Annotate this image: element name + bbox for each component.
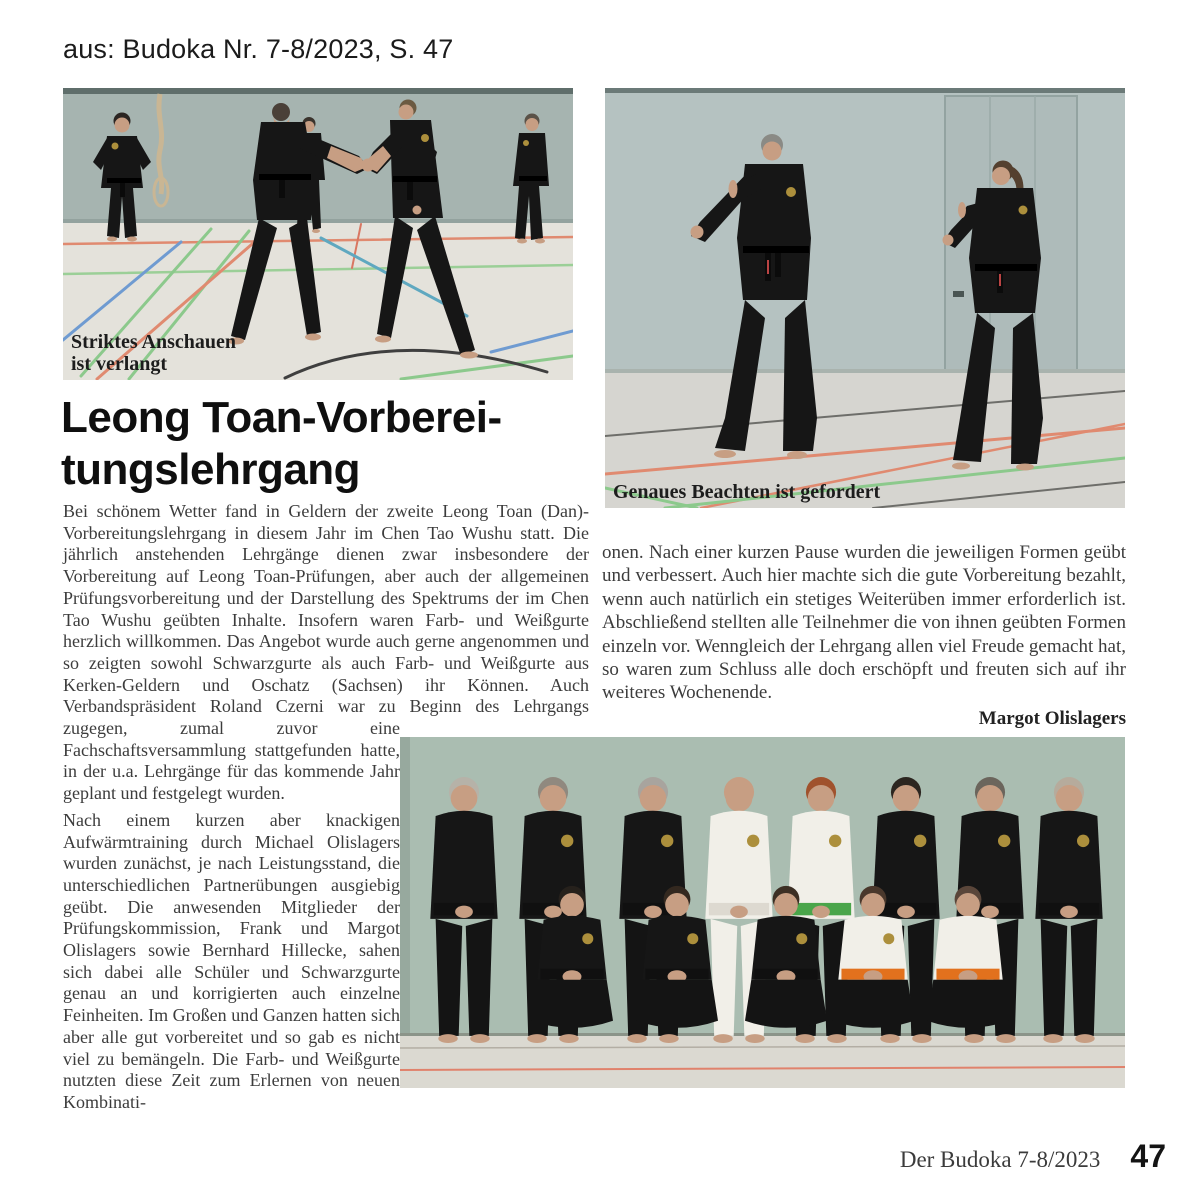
photo-left-caption-line2: ist verlangt <box>71 353 168 375</box>
article-title-line1: Leong Toan-Vorberei- <box>61 393 502 442</box>
article-title-line2: tungslehrgang <box>61 445 361 494</box>
photo-left-caption-line1: Striktes Anschauen <box>71 331 237 353</box>
author-byline: Margot Olislagers <box>978 707 1126 729</box>
training-photo-left <box>63 88 573 380</box>
photo-right-caption: Genaues Beachten ist gefordert <box>613 481 881 503</box>
body-paragraph-3: onen. Nach einer kurzen Pause wurden die jeweiligen Formen geübt und verbessert. Auch hier machte sich die gute Vorbereitung bezahlt, wenn auch natürlich ein stetiges Weiterüben immer erforderlich ist. Abschließend stellten alle Teilnehmer die von ihnen geübten Formen einzeln vor. Wenngleich der Lehrgang allen viel Freude gemacht hat, so waren zum Schluss alle doch erschöpft und freuten sich auf ihr weiteres Wochenende. <box>602 542 1126 704</box>
body-paragraph-1: Bei schönem Wetter fand in Geldern der zweite Leong Toan (Dan)-Vorbereitungslehrgang in diesem Jahr im Chen Tao Wushu statt. Die jährlich anstehenden Lehrgänge dienen zwar insbesondere der Vorbereitung auf Leong Toan-Prüfungen, aber auch der allgemeinen Prüfungsvorbereitung und der Darstellung des Spektrums der im Chen Tao Wushu geübten Inhalte. Insofern waren Farb- und Weißgurte herzlich willkommen. Das Angebot wurde auch gerne angenommen und so zeigten sowohl Schwarzgurte als auch Farb- und Weißgurte aus Kerken-Geldern und Oschatz (Sachsen) ihr Können. Auch Verbandspräsident Roland Czerni war zu Beginn des Lehrgangs zugegen, zumal zuvor eine Fachschaftsversammlung stattgefunden hatte, in der u.a. Lehrgänge für das kommende Jahr geplant und festgelegt wurden. <box>63 501 589 804</box>
training-photo-left-graphic <box>63 88 573 380</box>
training-photo-right <box>605 88 1125 508</box>
article-title <box>61 392 502 496</box>
journal-issue-label: Der Budoka 7-8/2023 <box>899 1147 1101 1172</box>
source-label: aus: Budoka Nr. 7-8/2023, S. 47 <box>63 34 454 64</box>
text-wrap-spacer <box>589 501 590 723</box>
article-body-right-column <box>602 541 1126 730</box>
page-number: 47 <box>1130 1138 1166 1174</box>
body-paragraph-2: Nach einem kurzen aber knackigen Aufwärmtraining durch Michael Olislagers wurden zunächst, je nach Leistungsstand, die unterschiedlichen Partnerübungen ausgiebig geübt. Die anwesenden Mitglieder der Prüfungskommission, Frank und Margot Olislagers sowie Bernhard Hillecke, sahen sich dabei alle Schüler und Schwarzgurte genau an und korrigierten auch einzelne Feinheiten. Im Großen und Ganzen hatten sich aber alle gut vorbereitet und so gab es nicht viel zu bemängeln. Die Farb- und Weißgurte nutzten diese Zeit zum Erlernen von neuen Kombinati- <box>63 809 400 1112</box>
group-photo <box>400 737 1125 1088</box>
training-photo-right-graphic <box>605 88 1125 508</box>
group-photo-graphic <box>400 737 1125 1088</box>
page-footer <box>900 1138 1166 1175</box>
